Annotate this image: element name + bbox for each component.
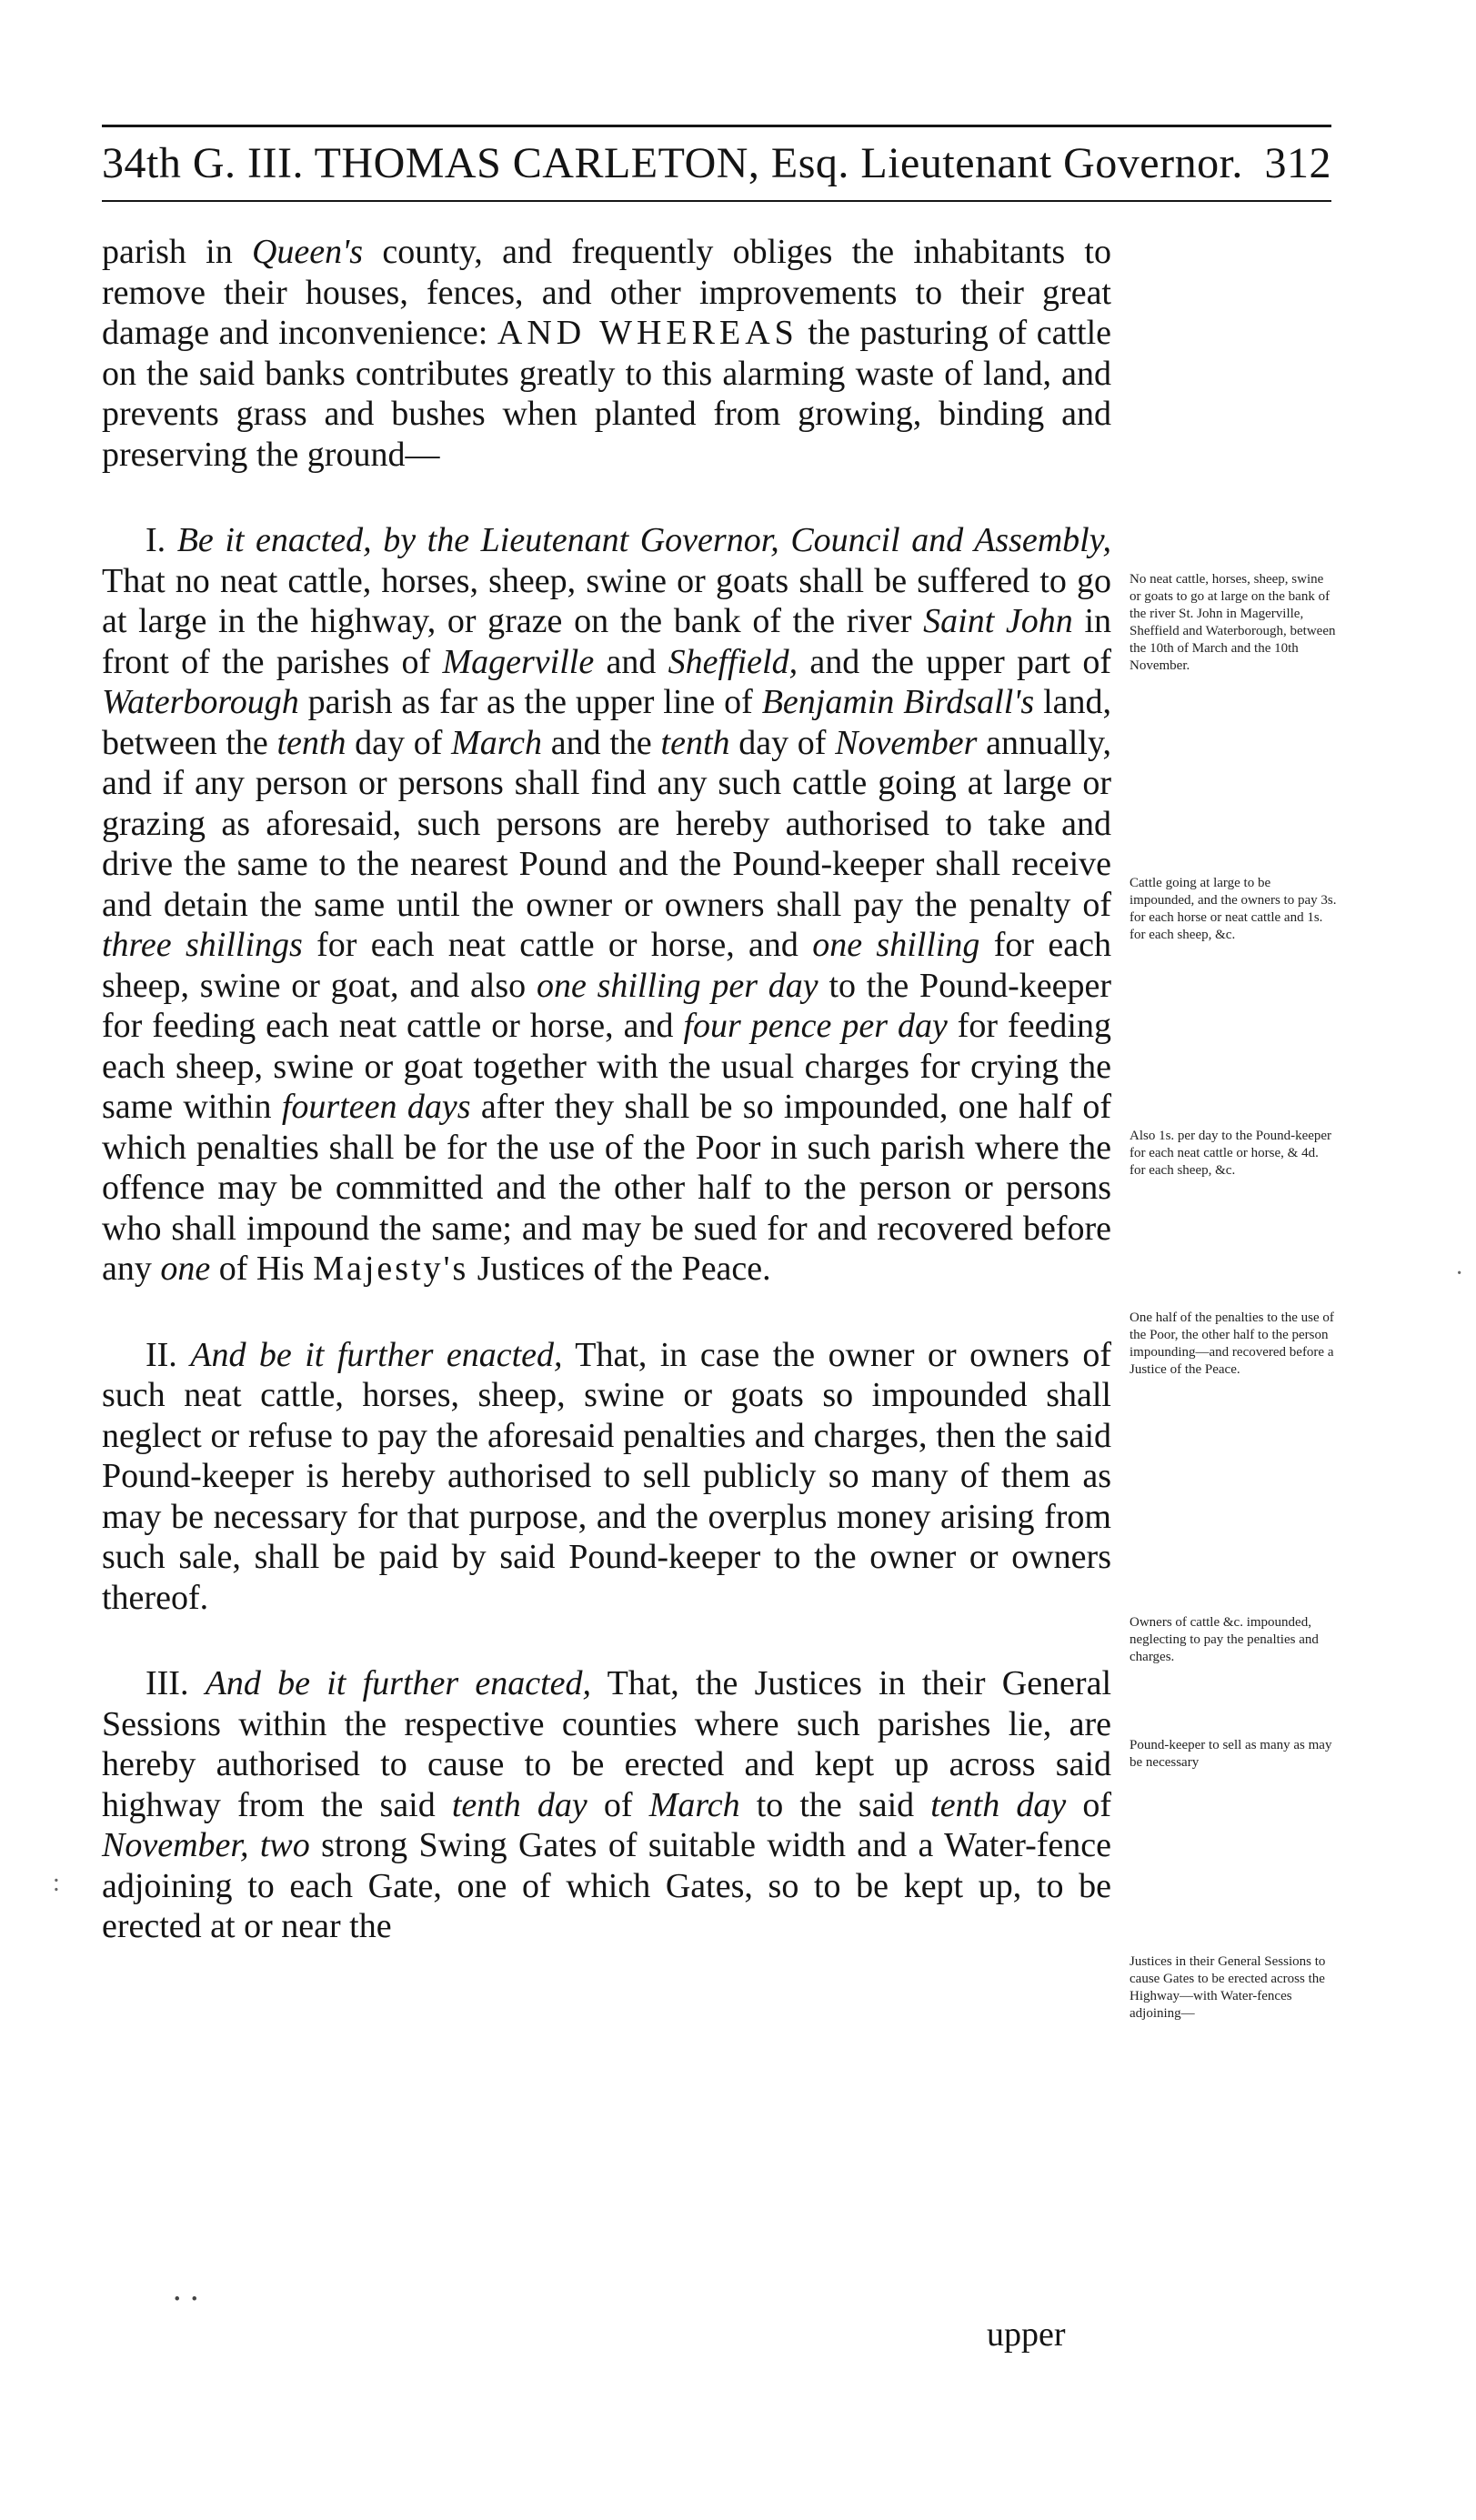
section-3: III. And be it further enacted, That, the Justices in their General Sessions within the respective counties where such parishes lie, are hereby authorised to cause to be erected and kept up across said highway from the said tenth day of March to the said tenth day of November, two strong Swing Gates of suitable width and a Water-fence adjoining to each Gate, one of which Gates, so to be kept up, to be erected at or near the: [102, 1664, 1111, 1945]
scan-mark: ·: [1455, 1260, 1464, 1288]
header-underline: [102, 200, 1331, 202]
section-1: I. Be it enacted, by the Lieutenant Governor, Council and Assembly, That no neat cattle, horses, sheep, swine or goats shall be suffered to go at large in the highway, or graze on the bank of the river Saint John in front of the parishes of Magerville and Sheffield, and the upper part of Waterborough parish as far as the upper line of Benjamin Birdsall's land, between the tenth day of March and the tenth day of November annually, and if any person or persons shall find any such cattle going at large or grazing as aforesaid, such persons are hereby authorised to take and drive the same to the nearest Pound and the Pound-keeper shall receive and detain the same until the owner or owners shall pay the penalty of three shillings for each neat cattle or horse, and one shilling for each sheep, swine or goat, and also one shilling per day to the Pound-keeper for feeding each neat cattle or horse, and four pence per day for feeding each sheep, swine or goat together with the usual charges for crying the same within fourteen days after they shall be so impounded, one half of which penalties shall be for the use of the Poor in such parish where the offence may be committed and the other half to the person or persons who shall impound the same; and may be sued for and recovered before any one of His Majesty's Justices of the Peace.: [102, 521, 1111, 1288]
margin-note-pound-keeper-sell: Pound-keeper to sell as many as may be necessary: [1130, 1738, 1332, 1770]
section-dots: . .: [173, 2270, 199, 2308]
margin-note-neglect-to-pay: Owners of cattle &c. impounded, neglecting to pay the penalties and charges.: [1130, 1615, 1319, 1664]
margin-note-penalty-division: One half of the penalties to the use of the Poor, the other half to the person impounding—and recovered before a Justice of the Peace.: [1130, 1310, 1334, 1377]
catchword: upper: [987, 2315, 1066, 2354]
margin-note-no-cattle-at-large: No neat cattle, horses, sheep, swine or goats to go at large on the bank of the river St. John in Magerville, Sheffield and Waterborough, between the 10th of March and the 10th November.: [1130, 572, 1336, 673]
scan-mark: :: [53, 1869, 60, 1897]
margin-note-gates: Justices in their General Sessions to cause Gates to be erected across the Highway—with Water-fences adjoining—: [1130, 1954, 1326, 2021]
running-title: 34th G. III. THOMAS CARLETON, Esq. Lieutenant Governor.: [102, 139, 1243, 187]
top-rule: [102, 125, 1331, 127]
margin-note-feeding-charges: Also 1s. per day to the Pound-keeper for each neat cattle or horse, & 4d. for each sheep, &c.: [1130, 1129, 1332, 1178]
running-header: [102, 136, 1331, 191]
paragraph-preamble-continuation: parish in Queen's county, and frequently obliges the inhabitants to remove their houses, fences, and other improvements to their great damage and inconvenience: AND WHEREAS the pasturing of cattle on the said banks contributes greatly to this alarming waste of land, and prevents grass and bushes when planted from growing, binding and preserving the ground—: [102, 233, 1111, 474]
page-number: 312: [1264, 139, 1331, 187]
section-2: II. And be it further enacted, That, in case the owner or owners of such neat cattle, horses, sheep, swine or goats so impounded shall neglect or refuse to pay the aforesaid penalties and charges, then the said Pound-keeper is hereby authorised to sell publicly so many of them as may be necessary for that purpose, and the overplus money arising from such sale, shall be paid by said Pound-keeper to the owner or owners thereof.: [102, 1335, 1111, 1617]
body-text: [102, 232, 1111, 1947]
margin-note-impounding: Cattle going at large to be impounded, and the owners to pay 3s. for each horse or neat cattle and 1s. for each sheep, &c.: [1130, 876, 1337, 942]
